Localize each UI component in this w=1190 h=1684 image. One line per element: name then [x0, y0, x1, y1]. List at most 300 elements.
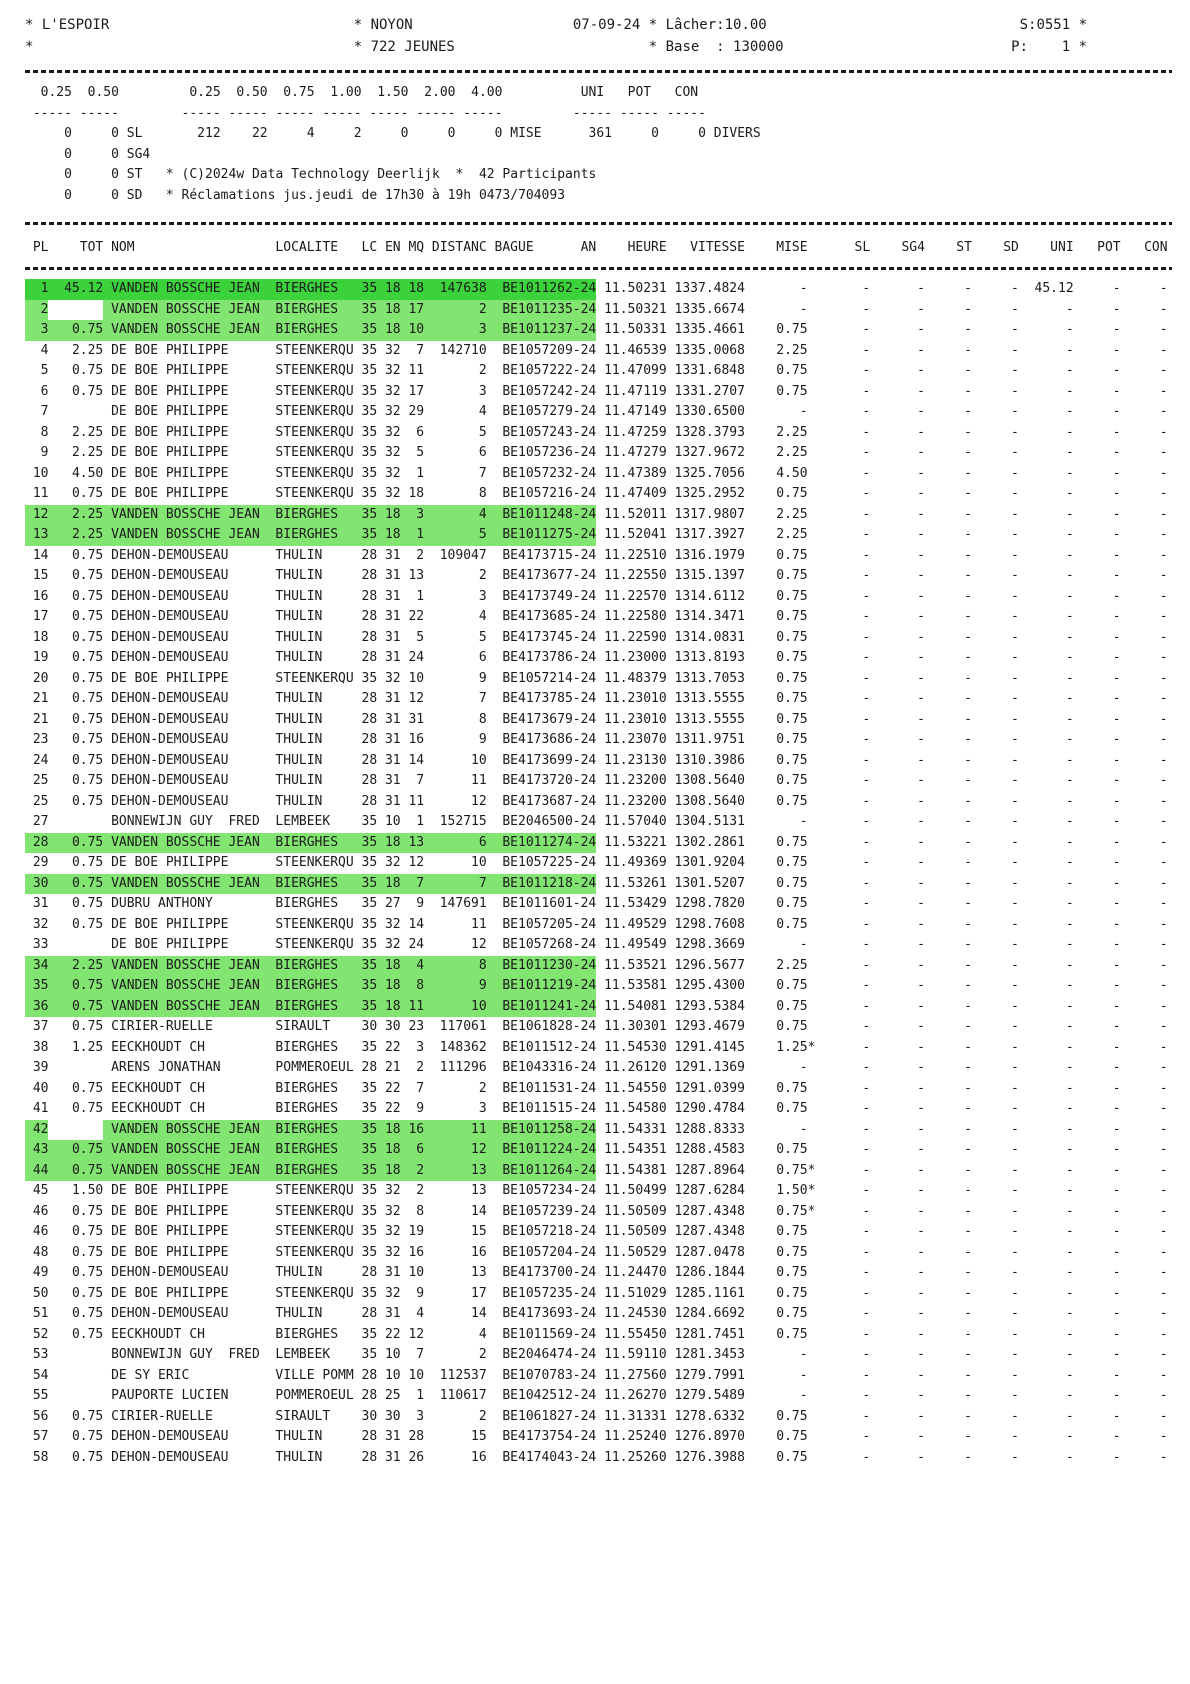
- cell-sl: -: [862, 629, 871, 645]
- cell-distanc: 5: [478, 424, 487, 440]
- cell-localite: THULIN: [275, 732, 323, 747]
- cell-pl: 40: [32, 1080, 49, 1096]
- cell-sg4: -: [917, 670, 925, 686]
- cell-lc: 30: [361, 1408, 378, 1424]
- cell-pot: -: [1112, 1367, 1121, 1383]
- cell-mise: 0.75*: [776, 1162, 816, 1178]
- cell-pot: -: [1112, 1449, 1121, 1465]
- cell-bague: BE1011264-24: [487, 1161, 597, 1182]
- cell-sg4: -: [917, 937, 925, 952]
- cell-tot: 2.25: [71, 424, 104, 440]
- cell-localite: THULIN: [275, 650, 323, 665]
- cell-tot: 0.75: [71, 609, 104, 624]
- cell-nom: DEHON-DEMOUSEAU: [111, 568, 229, 583]
- cell-lc: 35: [361, 1244, 378, 1260]
- cell-sd: -: [1011, 896, 1019, 911]
- cell-mq: 7: [416, 773, 425, 788]
- cell-mise: 0.75: [776, 609, 816, 624]
- cell-uni: -: [1065, 629, 1074, 645]
- cell-bague: BE1011218-24: [487, 874, 597, 895]
- cell-en: 18: [377, 874, 400, 895]
- cell-pot: -: [1112, 1162, 1121, 1178]
- cell-pl: 5: [40, 363, 49, 378]
- cell-localite: BIERGHES: [268, 279, 354, 300]
- cell-bague: BE1011531-24: [502, 1080, 597, 1096]
- cell-distanc: 6: [478, 445, 487, 460]
- cell-sg4: -: [917, 363, 925, 378]
- cell-tot: 0.75: [48, 997, 103, 1018]
- cell-pot: -: [1112, 711, 1121, 727]
- cell-sg4: -: [917, 957, 925, 973]
- cell-sg4: -: [917, 978, 925, 993]
- cell-sd: -: [1011, 1388, 1019, 1403]
- cell-vitesse: 1284.6692: [674, 1306, 745, 1321]
- cell-st: -: [964, 1060, 972, 1075]
- cell-distanc: 2: [478, 1347, 487, 1362]
- result-row: [25, 1161, 1190, 1182]
- cell-sl: -: [862, 998, 871, 1014]
- result-row: [25, 1407, 1190, 1428]
- cell-heure: 11.52041: [604, 527, 667, 542]
- cell-vitesse: 1310.3986: [674, 752, 745, 768]
- cell-st: -: [964, 301, 972, 317]
- cell-heure: 11.22580: [604, 609, 667, 624]
- cell-con: -: [1159, 363, 1168, 378]
- cell-mq: 14: [408, 916, 425, 932]
- cell-vitesse: 1311.9751: [674, 732, 745, 747]
- cell-sl: -: [862, 1367, 871, 1383]
- cell-lc: 35: [361, 1285, 378, 1301]
- cell-lc: 35: [361, 896, 378, 911]
- cell-bague: BE1057234-24: [502, 1183, 597, 1198]
- cell-lc: 35: [354, 505, 377, 526]
- cell-sl: -: [862, 424, 871, 440]
- cell-pot: -: [1112, 957, 1121, 973]
- cell-pl: 25: [32, 793, 49, 809]
- cell-tot: 0.75: [71, 1429, 104, 1444]
- cell-mise: 0.75: [776, 1449, 816, 1465]
- cell-distanc: 152715: [439, 814, 487, 829]
- cell-mise: 0.75: [776, 629, 816, 645]
- cell-pot: -: [1112, 916, 1121, 932]
- result-row: [25, 1304, 1190, 1325]
- cell-sg4: -: [917, 1429, 925, 1444]
- cell-mise: -: [799, 301, 816, 317]
- cell-pot: -: [1112, 424, 1121, 440]
- cell-vitesse: 1315.1397: [674, 568, 745, 583]
- cell-nom: EECKHOUDT CH: [111, 1039, 205, 1055]
- cell-mq: 4: [401, 956, 424, 977]
- cell-vitesse: 1331.6848: [674, 363, 745, 378]
- cell-lc: 35: [361, 404, 378, 419]
- column-header-con: CON: [1144, 240, 1168, 255]
- cell-heure: 11.59110: [604, 1347, 667, 1362]
- cell-distanc: 110617: [439, 1388, 487, 1403]
- cell-pl: 17: [32, 609, 49, 624]
- cell-mise: 0.75: [776, 752, 816, 768]
- cell-con: -: [1159, 445, 1168, 460]
- cell-en: 32: [384, 1224, 401, 1239]
- cell-mq: 11: [408, 363, 425, 378]
- cell-vitesse: 1276.3988: [674, 1449, 745, 1465]
- cell-vitesse: 1281.3453: [674, 1347, 745, 1362]
- cell-pot: -: [1112, 1224, 1121, 1239]
- cell-pl: 33: [32, 937, 49, 952]
- cell-pl: 8: [40, 424, 49, 440]
- cell-uni: -: [1065, 609, 1074, 624]
- cell-distanc: 8: [478, 486, 487, 501]
- cell-bague: BE4173685-24: [502, 609, 597, 624]
- cell-pl: 38: [32, 1039, 49, 1055]
- cell-sg4: -: [917, 855, 925, 870]
- cell-con: -: [1159, 855, 1168, 870]
- cell-vitesse: 1287.8964: [674, 1162, 745, 1178]
- cell-tot: 0.75: [71, 629, 104, 645]
- result-row: [25, 956, 1190, 977]
- cell-lc: 28: [361, 650, 378, 665]
- cell-pot: -: [1112, 629, 1121, 645]
- cell-mq: 7: [416, 1080, 425, 1096]
- cell-uni: -: [1065, 998, 1074, 1014]
- cell-st: -: [964, 1347, 972, 1362]
- cell-sl: -: [862, 1039, 871, 1055]
- cell-distanc: 8: [478, 711, 487, 727]
- cell-con: -: [1159, 896, 1168, 911]
- cell-mise: 0.75: [776, 670, 816, 686]
- cell-pot: -: [1112, 445, 1121, 460]
- cell-st: -: [964, 998, 972, 1014]
- cell-tot: 0.75: [71, 711, 104, 727]
- cell-heure: 11.54381: [604, 1162, 667, 1178]
- cell-nom: DE BOE PHILIPPE: [111, 383, 229, 399]
- cell-sg4: -: [917, 301, 925, 317]
- cell-en: 32: [384, 342, 401, 358]
- cell-sl: -: [862, 855, 871, 870]
- cell-localite: BIERGHES: [268, 1161, 354, 1182]
- cell-sd: -: [1011, 404, 1019, 419]
- cell-pot: -: [1112, 1326, 1121, 1342]
- cell-con: -: [1159, 1429, 1168, 1444]
- cell-vitesse: 1301.9204: [674, 855, 745, 870]
- cell-vitesse: 1279.5489: [674, 1388, 745, 1403]
- cell-vitesse: 1335.0068: [674, 342, 745, 358]
- cell-nom: DE BOE PHILIPPE: [111, 855, 229, 870]
- cell-tot: 0.75: [48, 976, 103, 997]
- cell-heure: 11.47149: [604, 404, 667, 419]
- cell-localite: POMMEROEUL: [275, 1388, 354, 1403]
- cell-st: -: [964, 957, 972, 973]
- cell-lc: 35: [354, 997, 377, 1018]
- cell-uni: -: [1065, 1019, 1074, 1034]
- column-header-sg4: SG4: [901, 240, 925, 255]
- cell-pot: -: [1112, 527, 1121, 542]
- cell-distanc: 10: [471, 752, 487, 768]
- cell-sg4: -: [917, 773, 925, 788]
- result-row: [25, 976, 1190, 997]
- result-row: [25, 607, 1190, 628]
- cell-con: -: [1159, 424, 1168, 440]
- cell-localite: BIERGHES: [268, 997, 354, 1018]
- cell-heure: 11.50321: [604, 301, 667, 317]
- cell-con: -: [1159, 301, 1168, 317]
- cell-st: -: [964, 1285, 972, 1301]
- cell-sg4: -: [917, 1367, 925, 1383]
- cell-sd: -: [1011, 322, 1019, 337]
- cell-pot: -: [1112, 506, 1121, 522]
- cell-st: -: [964, 773, 972, 788]
- cell-en: 32: [384, 855, 401, 870]
- cell-en: 32: [384, 424, 401, 440]
- cell-distanc: 14: [471, 1306, 487, 1321]
- cell-nom: VANDEN BOSSCHE JEAN: [103, 1161, 267, 1182]
- result-row: [25, 812, 1190, 833]
- cell-distanc: 109047: [439, 547, 487, 563]
- cell-bague: BE4173786-24: [502, 650, 597, 665]
- cell-en: 31: [384, 732, 401, 747]
- cell-localite: STEENKERQU: [275, 465, 354, 481]
- cell-bague: BE4173679-24: [502, 711, 597, 727]
- cell-en: 31: [384, 711, 401, 727]
- cell-localite: BIERGHES: [268, 525, 354, 546]
- stakes-line: 0 0 SG4: [25, 146, 151, 162]
- cell-lc: 28: [361, 1367, 378, 1383]
- cell-sl: -: [862, 1019, 871, 1034]
- cell-sl: -: [862, 363, 871, 378]
- cell-vitesse: 1335.4661: [674, 322, 745, 337]
- result-row: [25, 1079, 1190, 1100]
- cell-pl: 31: [32, 896, 49, 911]
- cell-mq: 18: [401, 279, 424, 300]
- column-header-row: [25, 237, 1190, 259]
- cell-localite: THULIN: [275, 793, 323, 809]
- cell-bague: BE1011569-24: [502, 1326, 597, 1342]
- cell-en: 32: [384, 1183, 401, 1198]
- cell-en: 18: [377, 525, 400, 546]
- cell-bague: BE2046500-24: [502, 814, 597, 829]
- cell-distanc: 6: [478, 650, 487, 665]
- cell-tot: 0.75: [71, 1326, 104, 1342]
- result-row: [25, 1386, 1190, 1407]
- cell-mq: 18: [408, 486, 425, 501]
- cell-mise: 0.75: [776, 1408, 816, 1424]
- cell-distanc: 13: [424, 1161, 487, 1182]
- result-row: [25, 300, 1190, 321]
- cell-sg4: -: [917, 568, 925, 583]
- cell-localite: STEENKERQU: [275, 383, 354, 399]
- cell-sd: -: [1011, 568, 1019, 583]
- cell-mq: 31: [408, 711, 425, 727]
- cell-pl: 19: [32, 650, 49, 665]
- result-row: [25, 997, 1190, 1018]
- cell-localite: THULIN: [275, 711, 323, 727]
- column-header-pl: PL: [32, 240, 49, 255]
- cell-mise: 0.75: [776, 1142, 816, 1157]
- cell-mq: 7: [416, 1347, 425, 1362]
- cell-pl: 42: [25, 1120, 48, 1141]
- cell-distanc: 11: [424, 1120, 487, 1141]
- cell-heure: 11.50499: [604, 1183, 667, 1198]
- cell-vitesse: 1296.5677: [674, 957, 745, 973]
- cell-con: -: [1159, 1019, 1168, 1034]
- cell-nom: DEHON-DEMOUSEAU: [111, 711, 229, 727]
- cell-en: 10: [384, 1367, 401, 1383]
- cell-mq: 1: [416, 814, 425, 829]
- cell-distanc: 5: [424, 525, 487, 546]
- cell-distanc: 4: [478, 1326, 487, 1342]
- cell-st: -: [964, 1244, 972, 1260]
- column-header-en: EN: [384, 240, 401, 255]
- cell-st: -: [964, 814, 972, 829]
- cell-pl: 54: [32, 1367, 49, 1383]
- cell-pot: -: [1112, 1285, 1121, 1301]
- column-header-mise: MISE: [776, 240, 816, 255]
- cell-distanc: 13: [471, 1265, 487, 1280]
- cell-sd: -: [1011, 424, 1019, 440]
- cell-localite: BIERGHES: [268, 320, 354, 341]
- cell-sl: -: [862, 609, 871, 624]
- cell-mq: 7: [401, 874, 424, 895]
- cell-con: -: [1159, 1121, 1168, 1137]
- cell-sd: -: [1011, 1039, 1019, 1055]
- cell-en: 32: [384, 486, 401, 501]
- cell-lc: 28: [361, 773, 378, 788]
- cell-distanc: 2: [424, 300, 487, 321]
- cell-nom: DE BOE PHILIPPE: [111, 363, 229, 378]
- cell-sg4: -: [917, 1326, 925, 1342]
- cell-distanc: 12: [471, 937, 487, 952]
- cell-uni: -: [1065, 1265, 1074, 1280]
- cell-nom: ARENS JONATHAN: [111, 1060, 221, 1075]
- result-row: [25, 710, 1190, 731]
- cell-sg4: -: [917, 1039, 925, 1055]
- cell-sd: -: [1011, 1121, 1019, 1137]
- cell-heure: 11.46539: [604, 342, 667, 358]
- cell-uni: -: [1065, 404, 1074, 419]
- cell-sl: -: [862, 1347, 871, 1362]
- result-row: [25, 402, 1190, 423]
- cell-bague: BE1057236-24: [502, 445, 597, 460]
- cell-distanc: 148362: [439, 1039, 487, 1055]
- cell-con: -: [1159, 568, 1168, 583]
- cell-sl: -: [862, 896, 871, 911]
- cell-mq: 17: [408, 383, 425, 399]
- cell-mq: 24: [408, 650, 425, 665]
- cell-sg4: -: [917, 1388, 925, 1403]
- cell-tot: 0.75: [71, 568, 104, 583]
- cell-distanc: 3: [478, 383, 487, 399]
- separator-line: [25, 222, 1172, 225]
- cell-st: -: [964, 670, 972, 686]
- cell-pot: -: [1112, 1244, 1121, 1260]
- cell-con: -: [1159, 1347, 1168, 1362]
- cell-sd: -: [1011, 1142, 1019, 1157]
- cell-distanc: 8: [424, 956, 487, 977]
- cell-vitesse: 1298.7820: [674, 896, 745, 911]
- result-row: [25, 648, 1190, 669]
- cell-sd: -: [1011, 1183, 1019, 1198]
- cell-localite: BIERGHES: [275, 896, 339, 911]
- cell-heure: 11.23010: [604, 711, 667, 727]
- report-header-line1: * L'ESPOIR * NOYON 07-09-24 * Lâcher:10.00 S:0551 *: [25, 17, 1088, 33]
- cell-vitesse: 1313.8193: [674, 650, 745, 665]
- cell-pot: -: [1112, 1142, 1121, 1157]
- cell-lc: 28: [361, 1449, 378, 1465]
- cell-con: -: [1159, 814, 1168, 829]
- cell-sl: -: [862, 752, 871, 768]
- cell-tot: 0.75: [71, 732, 104, 747]
- cell-uni: -: [1065, 1039, 1074, 1055]
- cell-uni: -: [1065, 547, 1074, 563]
- cell-mq: 3: [401, 505, 424, 526]
- cell-heure: 11.49369: [604, 855, 667, 870]
- cell-mq: 2: [416, 547, 425, 563]
- cell-bague: BE4173745-24: [502, 629, 597, 645]
- result-row: [25, 484, 1190, 505]
- cell-sd: -: [1011, 629, 1019, 645]
- cell-sg4: -: [917, 1203, 925, 1219]
- cell-lc: 35: [354, 1120, 377, 1141]
- cell-tot: 2.25: [48, 505, 103, 526]
- cell-en: 32: [384, 465, 401, 481]
- cell-st: -: [964, 1019, 972, 1034]
- cell-heure: 11.53581: [604, 978, 667, 993]
- cell-distanc: 16: [471, 1244, 487, 1260]
- cell-uni: -: [1065, 957, 1074, 973]
- cell-sd: -: [1011, 1101, 1019, 1116]
- cell-mise: 0.75: [776, 834, 816, 850]
- cell-pl: 21: [32, 711, 49, 727]
- cell-vitesse: 1278.6332: [674, 1408, 745, 1424]
- cell-con: -: [1159, 752, 1168, 768]
- cell-vitesse: 1291.4145: [674, 1039, 745, 1055]
- cell-sd: -: [1011, 834, 1019, 850]
- cell-bague: BE4174043-24: [502, 1449, 597, 1465]
- cell-lc: 35: [361, 670, 378, 686]
- cell-bague: BE4173754-24: [502, 1429, 597, 1444]
- cell-sd: -: [1011, 588, 1019, 604]
- cell-pl: 21: [32, 691, 49, 706]
- cell-en: 25: [384, 1388, 401, 1403]
- cell-pot: -: [1112, 1080, 1121, 1096]
- cell-sd: -: [1011, 998, 1019, 1014]
- cell-st: -: [964, 281, 972, 296]
- cell-tot: 0.75: [71, 896, 104, 911]
- cell-con: -: [1159, 588, 1168, 604]
- cell-nom: DE BOE PHILIPPE: [111, 670, 229, 686]
- cell-sl: -: [862, 1326, 871, 1342]
- cell-sg4: -: [917, 1101, 925, 1116]
- cell-en: 22: [384, 1101, 401, 1116]
- cell-tot: 0.75: [71, 547, 104, 563]
- cell-pl: 56: [32, 1408, 49, 1424]
- result-row: [25, 1448, 1190, 1469]
- cell-vitesse: 1328.3793: [674, 424, 745, 440]
- cell-tot: 0.75: [71, 1306, 104, 1321]
- cell-nom: VANDEN BOSSCHE JEAN: [103, 505, 267, 526]
- result-row: [25, 1345, 1190, 1366]
- cell-distanc: 4: [478, 609, 487, 624]
- cell-sg4: -: [917, 916, 925, 932]
- cell-mise: 0.75: [776, 547, 816, 563]
- cell-distanc: 3: [478, 588, 487, 604]
- cell-nom: VANDEN BOSSCHE JEAN: [103, 997, 267, 1018]
- cell-en: 32: [384, 404, 401, 419]
- cell-nom: VANDEN BOSSCHE JEAN: [103, 874, 267, 895]
- cell-distanc: 147638: [424, 279, 487, 300]
- cell-nom: VANDEN BOSSCHE JEAN: [103, 279, 267, 300]
- cell-mq: 5: [416, 629, 425, 645]
- cell-mise: 0.75: [776, 486, 816, 501]
